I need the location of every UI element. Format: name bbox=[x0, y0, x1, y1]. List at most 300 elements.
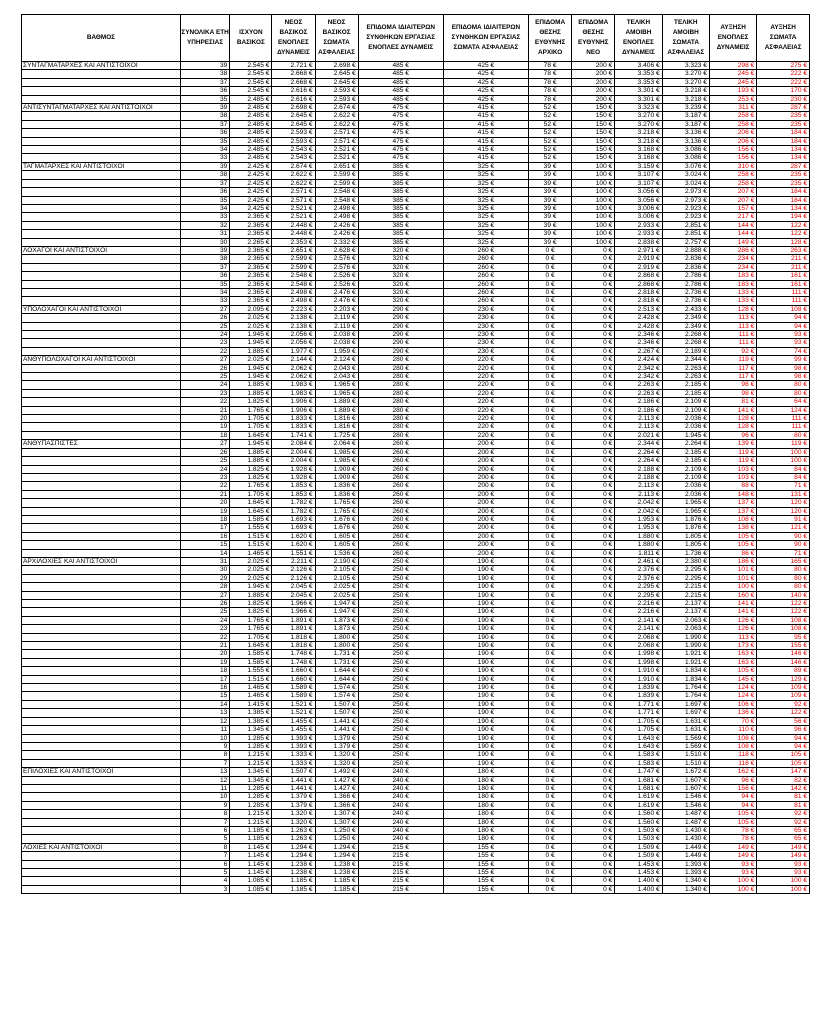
rank-cell bbox=[22, 549, 181, 557]
new-basic-sf-cell: 2.426 € bbox=[315, 230, 358, 238]
years-cell: 39 bbox=[180, 104, 229, 112]
header-new-basic-security-forces: ΝΕΟΣ ΒΑΣΙΚΟΣ ΣΩΜΑΤΑ ΑΣΦΑΛΕΙΑΣ bbox=[315, 15, 358, 62]
resp-new-cell: 150 € bbox=[572, 129, 615, 137]
years-cell: 16 bbox=[180, 532, 229, 540]
resp-initial-cell: 0 € bbox=[529, 473, 572, 481]
final-af-cell: 2.344 € bbox=[615, 440, 662, 448]
rank-cell bbox=[22, 364, 181, 372]
resp-new-cell: 0 € bbox=[572, 532, 615, 540]
new-basic-af-cell: 2.622 € bbox=[272, 179, 315, 187]
resp-initial-cell: 0 € bbox=[529, 364, 572, 372]
rank-cell bbox=[22, 95, 181, 103]
resp-initial-cell: 0 € bbox=[529, 667, 572, 675]
table-row bbox=[22, 734, 810, 742]
new-basic-sf-cell: 2.593 € bbox=[315, 95, 358, 103]
rank-cell bbox=[22, 373, 181, 381]
increase-af-cell: 101 € bbox=[709, 574, 756, 582]
table-row bbox=[22, 104, 810, 112]
final-sf-cell: 2.923 € bbox=[662, 204, 709, 212]
special-sf-cell: 190 € bbox=[443, 591, 528, 599]
resp-new-cell: 0 € bbox=[572, 625, 615, 633]
new-basic-sf-cell: 1.644 € bbox=[315, 675, 358, 683]
increase-af-cell: 105 € bbox=[709, 818, 756, 826]
current-basic-cell: 2.425 € bbox=[230, 171, 272, 179]
increase-af-cell: 258 € bbox=[709, 112, 756, 120]
years-cell: 29 bbox=[180, 574, 229, 582]
resp-new-cell: 0 € bbox=[572, 726, 615, 734]
special-af-cell: 485 € bbox=[358, 70, 443, 78]
resp-new-cell: 0 € bbox=[572, 616, 615, 624]
special-af-cell: 250 € bbox=[358, 600, 443, 608]
final-af-cell: 1.400 € bbox=[615, 877, 662, 885]
table-row bbox=[22, 389, 810, 397]
special-sf-cell: 220 € bbox=[443, 423, 528, 431]
increase-af-cell: 94 € bbox=[709, 801, 756, 809]
years-cell: 8 bbox=[180, 751, 229, 759]
new-basic-sf-cell: 1.873 € bbox=[315, 625, 358, 633]
increase-sf-cell: 184 € bbox=[757, 137, 810, 145]
resp-new-cell: 0 € bbox=[572, 347, 615, 355]
special-sf-cell: 180 € bbox=[443, 835, 528, 843]
resp-new-cell: 0 € bbox=[572, 507, 615, 515]
table-row bbox=[22, 532, 810, 540]
years-cell: 24 bbox=[180, 616, 229, 624]
table-row bbox=[22, 280, 810, 288]
new-basic-sf-cell: 1.765 € bbox=[315, 507, 358, 515]
increase-af-cell: 207 € bbox=[709, 188, 756, 196]
years-cell: 33 bbox=[180, 154, 229, 162]
header-new-basic-armed-forces: ΝΕΟΣ ΒΑΣΙΚΟΣ ΕΝΟΠΛΕΣ ΔΥΝΑΜΕΙΣ bbox=[272, 15, 315, 62]
new-basic-af-cell: 1.928 € bbox=[272, 473, 315, 481]
table-row bbox=[22, 843, 810, 851]
increase-sf-cell: 92 € bbox=[757, 810, 810, 818]
new-basic-af-cell: 2.616 € bbox=[272, 87, 315, 95]
years-cell: 17 bbox=[180, 675, 229, 683]
table-row bbox=[22, 188, 810, 196]
increase-af-cell: 217 € bbox=[709, 213, 756, 221]
new-basic-sf-cell: 2.064 € bbox=[315, 440, 358, 448]
resp-new-cell: 0 € bbox=[572, 246, 615, 254]
years-cell: 13 bbox=[180, 709, 229, 717]
increase-af-cell: 148 € bbox=[709, 490, 756, 498]
resp-initial-cell: 0 € bbox=[529, 541, 572, 549]
special-sf-cell: 180 € bbox=[443, 776, 528, 784]
final-af-cell: 2.113 € bbox=[615, 423, 662, 431]
special-af-cell: 250 € bbox=[358, 557, 443, 565]
special-sf-cell: 190 € bbox=[443, 625, 528, 633]
increase-sf-cell: 131 € bbox=[757, 490, 810, 498]
resp-new-cell: 0 € bbox=[572, 633, 615, 641]
special-sf-cell: 190 € bbox=[443, 557, 528, 565]
header-increase-security-forces: ΑΥΞΗΣΗ ΣΩΜΑΤΑ ΑΣΦΑΛΕΙΑΣ bbox=[757, 15, 810, 62]
resp-new-cell: 100 € bbox=[572, 162, 615, 170]
resp-initial-cell: 0 € bbox=[529, 574, 572, 582]
special-sf-cell: 200 € bbox=[443, 448, 528, 456]
current-basic-cell: 1.215 € bbox=[230, 759, 272, 767]
new-basic-af-cell: 1.782 € bbox=[272, 507, 315, 515]
resp-new-cell: 0 € bbox=[572, 684, 615, 692]
rank-cell bbox=[22, 826, 181, 834]
final-af-cell: 1.747 € bbox=[615, 768, 662, 776]
final-af-cell: 2.818 € bbox=[615, 297, 662, 305]
special-af-cell: 250 € bbox=[358, 700, 443, 708]
final-af-cell: 2.188 € bbox=[615, 465, 662, 473]
increase-sf-cell: 184 € bbox=[757, 129, 810, 137]
special-af-cell: 280 € bbox=[358, 364, 443, 372]
resp-new-cell: 0 € bbox=[572, 406, 615, 414]
years-cell: 26 bbox=[180, 314, 229, 322]
final-sf-cell: 1.965 € bbox=[662, 507, 709, 515]
table-row bbox=[22, 415, 810, 423]
current-basic-cell: 1.145 € bbox=[230, 852, 272, 860]
years-cell: 30 bbox=[180, 566, 229, 574]
years-cell: 22 bbox=[180, 347, 229, 355]
final-af-cell: 1.771 € bbox=[615, 709, 662, 717]
special-sf-cell: 190 € bbox=[443, 574, 528, 582]
table-row bbox=[22, 784, 810, 792]
special-sf-cell: 260 € bbox=[443, 272, 528, 280]
final-sf-cell: 1.990 € bbox=[662, 633, 709, 641]
rank-label: ΑΡΧΙΛΟΧΙΕΣ ΚΑΙ ΑΝΤΙΣΤΟΙΧΟΙ bbox=[22, 557, 181, 565]
increase-sf-cell: 111 € bbox=[757, 423, 810, 431]
new-basic-sf-cell: 1.965 € bbox=[315, 389, 358, 397]
special-sf-cell: 325 € bbox=[443, 213, 528, 221]
special-sf-cell: 220 € bbox=[443, 398, 528, 406]
new-basic-af-cell: 1.660 € bbox=[272, 667, 315, 675]
table-body bbox=[22, 62, 810, 894]
table-row bbox=[22, 810, 810, 818]
special-sf-cell: 325 € bbox=[443, 238, 528, 246]
rank-cell bbox=[22, 87, 181, 95]
current-basic-cell: 2.095 € bbox=[230, 305, 272, 313]
years-cell: 34 bbox=[180, 146, 229, 154]
new-basic-sf-cell: 1.185 € bbox=[315, 885, 358, 893]
years-cell: 4 bbox=[180, 877, 229, 885]
increase-sf-cell: 147 € bbox=[757, 768, 810, 776]
current-basic-cell: 1.285 € bbox=[230, 793, 272, 801]
table-row bbox=[22, 137, 810, 145]
new-basic-af-cell: 2.645 € bbox=[272, 120, 315, 128]
resp-new-cell: 0 € bbox=[572, 499, 615, 507]
resp-initial-cell: 0 € bbox=[529, 700, 572, 708]
increase-af-cell: 149 € bbox=[709, 238, 756, 246]
resp-new-cell: 0 € bbox=[572, 465, 615, 473]
resp-new-cell: 100 € bbox=[572, 179, 615, 187]
new-basic-sf-cell: 1.816 € bbox=[315, 423, 358, 431]
rank-cell bbox=[22, 667, 181, 675]
resp-new-cell: 0 € bbox=[572, 415, 615, 423]
final-af-cell: 2.264 € bbox=[615, 448, 662, 456]
new-basic-sf-cell: 2.038 € bbox=[315, 339, 358, 347]
resp-initial-cell: 0 € bbox=[529, 852, 572, 860]
years-cell: 17 bbox=[180, 524, 229, 532]
increase-af-cell: 117 € bbox=[709, 373, 756, 381]
increase-af-cell: 286 € bbox=[709, 246, 756, 254]
increase-sf-cell: 211 € bbox=[757, 263, 810, 271]
rank-cell bbox=[22, 129, 181, 137]
resp-new-cell: 0 € bbox=[572, 322, 615, 330]
current-basic-cell: 2.485 € bbox=[230, 146, 272, 154]
final-af-cell: 2.818 € bbox=[615, 288, 662, 296]
resp-new-cell: 0 € bbox=[572, 440, 615, 448]
increase-af-cell: 141 € bbox=[709, 600, 756, 608]
resp-new-cell: 0 € bbox=[572, 356, 615, 364]
new-basic-af-cell: 1.379 € bbox=[272, 801, 315, 809]
rank-cell bbox=[22, 280, 181, 288]
final-af-cell: 1.910 € bbox=[615, 667, 662, 675]
new-basic-af-cell: 1.818 € bbox=[272, 633, 315, 641]
resp-initial-cell: 0 € bbox=[529, 591, 572, 599]
new-basic-sf-cell: 1.605 € bbox=[315, 532, 358, 540]
new-basic-sf-cell: 1.836 € bbox=[315, 482, 358, 490]
current-basic-cell: 1.705 € bbox=[230, 415, 272, 423]
rank-cell bbox=[22, 835, 181, 843]
table-row bbox=[22, 129, 810, 137]
rank-cell bbox=[22, 154, 181, 162]
new-basic-sf-cell: 2.651 € bbox=[315, 162, 358, 170]
increase-af-cell: 105 € bbox=[709, 810, 756, 818]
current-basic-cell: 1.705 € bbox=[230, 490, 272, 498]
rank-cell bbox=[22, 423, 181, 431]
new-basic-sf-cell: 1.947 € bbox=[315, 600, 358, 608]
resp-new-cell: 0 € bbox=[572, 263, 615, 271]
special-af-cell: 385 € bbox=[358, 196, 443, 204]
resp-initial-cell: 39 € bbox=[529, 230, 572, 238]
current-basic-cell: 2.365 € bbox=[230, 288, 272, 296]
final-af-cell: 3.218 € bbox=[615, 137, 662, 145]
rank-cell bbox=[22, 692, 181, 700]
increase-sf-cell: 134 € bbox=[757, 154, 810, 162]
new-basic-af-cell: 2.571 € bbox=[272, 196, 315, 204]
special-af-cell: 385 € bbox=[358, 179, 443, 187]
final-sf-cell: 3.086 € bbox=[662, 154, 709, 162]
final-sf-cell: 2.137 € bbox=[662, 600, 709, 608]
increase-af-cell: 149 € bbox=[709, 852, 756, 860]
increase-sf-cell: 100 € bbox=[757, 877, 810, 885]
table-row bbox=[22, 196, 810, 204]
special-sf-cell: 325 € bbox=[443, 230, 528, 238]
current-basic-cell: 1.385 € bbox=[230, 717, 272, 725]
increase-af-cell: 144 € bbox=[709, 230, 756, 238]
rank-cell bbox=[22, 742, 181, 750]
final-af-cell: 1.880 € bbox=[615, 532, 662, 540]
new-basic-sf-cell: 2.622 € bbox=[315, 112, 358, 120]
resp-new-cell: 0 € bbox=[572, 314, 615, 322]
new-basic-sf-cell: 1.889 € bbox=[315, 398, 358, 406]
current-basic-cell: 1.585 € bbox=[230, 515, 272, 523]
resp-initial-cell: 0 € bbox=[529, 339, 572, 347]
years-cell: 37 bbox=[180, 78, 229, 86]
final-sf-cell: 2.295 € bbox=[662, 566, 709, 574]
resp-initial-cell: 0 € bbox=[529, 650, 572, 658]
resp-new-cell: 0 € bbox=[572, 524, 615, 532]
rank-cell bbox=[22, 633, 181, 641]
table-row bbox=[22, 692, 810, 700]
new-basic-af-cell: 2.721 € bbox=[272, 62, 315, 70]
special-af-cell: 320 € bbox=[358, 263, 443, 271]
new-basic-af-cell: 2.045 € bbox=[272, 591, 315, 599]
new-basic-af-cell: 1.620 € bbox=[272, 532, 315, 540]
years-cell: 23 bbox=[180, 473, 229, 481]
table-row bbox=[22, 490, 810, 498]
resp-new-cell: 0 € bbox=[572, 423, 615, 431]
increase-sf-cell: 74 € bbox=[757, 347, 810, 355]
new-basic-sf-cell: 1.816 € bbox=[315, 415, 358, 423]
resp-new-cell: 200 € bbox=[572, 95, 615, 103]
years-cell: 35 bbox=[180, 137, 229, 145]
increase-sf-cell: 98 € bbox=[757, 373, 810, 381]
years-cell: 26 bbox=[180, 448, 229, 456]
resp-initial-cell: 52 € bbox=[529, 120, 572, 128]
increase-af-cell: 144 € bbox=[709, 221, 756, 229]
special-af-cell: 280 € bbox=[358, 381, 443, 389]
table-row bbox=[22, 221, 810, 229]
rank-label: ΑΝΘΥΠΟΛΟΧΑΓΟΙ ΚΑΙ ΑΝΤΙΣΤΟΙΧΟΙ bbox=[22, 356, 181, 364]
current-basic-cell: 1.465 € bbox=[230, 684, 272, 692]
resp-initial-cell: 0 € bbox=[529, 415, 572, 423]
resp-initial-cell: 0 € bbox=[529, 843, 572, 851]
rank-cell bbox=[22, 524, 181, 532]
increase-af-cell: 253 € bbox=[709, 95, 756, 103]
new-basic-af-cell: 1.507 € bbox=[272, 768, 315, 776]
header-years: ΣΥΝΟΛΙΚΑ ΕΤΗ ΥΠΗΡΕΣΙΑΣ bbox=[180, 15, 229, 62]
increase-sf-cell: 222 € bbox=[757, 78, 810, 86]
increase-sf-cell: 140 € bbox=[757, 591, 810, 599]
new-basic-sf-cell: 2.190 € bbox=[315, 557, 358, 565]
increase-af-cell: 149 € bbox=[709, 843, 756, 851]
current-basic-cell: 1.285 € bbox=[230, 784, 272, 792]
special-sf-cell: 190 € bbox=[443, 726, 528, 734]
rank-cell bbox=[22, 700, 181, 708]
new-basic-af-cell: 1.906 € bbox=[272, 406, 315, 414]
final-sf-cell: 3.024 € bbox=[662, 171, 709, 179]
years-cell: 36 bbox=[180, 272, 229, 280]
resp-initial-cell: 0 € bbox=[529, 246, 572, 254]
final-af-cell: 2.186 € bbox=[615, 398, 662, 406]
rank-cell bbox=[22, 709, 181, 717]
new-basic-sf-cell: 1.800 € bbox=[315, 633, 358, 641]
years-cell: 37 bbox=[180, 179, 229, 187]
table-row bbox=[22, 583, 810, 591]
years-cell: 24 bbox=[180, 465, 229, 473]
header-rank: ΒΑΘΜΟΣ bbox=[22, 15, 181, 62]
table-row bbox=[22, 398, 810, 406]
increase-sf-cell: 91 € bbox=[757, 515, 810, 523]
table-row bbox=[22, 423, 810, 431]
years-cell: 14 bbox=[180, 549, 229, 557]
special-af-cell: 280 € bbox=[358, 373, 443, 381]
final-af-cell: 1.453 € bbox=[615, 860, 662, 868]
final-sf-cell: 2.295 € bbox=[662, 574, 709, 582]
resp-new-cell: 0 € bbox=[572, 448, 615, 456]
final-sf-cell: 2.888 € bbox=[662, 246, 709, 254]
special-sf-cell: 230 € bbox=[443, 322, 528, 330]
special-af-cell: 240 € bbox=[358, 835, 443, 843]
final-af-cell: 2.428 € bbox=[615, 314, 662, 322]
increase-af-cell: 105 € bbox=[709, 541, 756, 549]
increase-sf-cell: 111 € bbox=[757, 297, 810, 305]
final-af-cell: 2.141 € bbox=[615, 625, 662, 633]
special-af-cell: 260 € bbox=[358, 482, 443, 490]
special-sf-cell: 190 € bbox=[443, 658, 528, 666]
final-af-cell: 1.953 € bbox=[615, 524, 662, 532]
resp-new-cell: 0 € bbox=[572, 583, 615, 591]
final-sf-cell: 2.786 € bbox=[662, 272, 709, 280]
table-row bbox=[22, 608, 810, 616]
resp-new-cell: 0 € bbox=[572, 717, 615, 725]
increase-af-cell: 133 € bbox=[709, 288, 756, 296]
years-cell: 19 bbox=[180, 658, 229, 666]
resp-new-cell: 0 € bbox=[572, 650, 615, 658]
table-row bbox=[22, 440, 810, 448]
new-basic-sf-cell: 2.645 € bbox=[315, 70, 358, 78]
increase-af-cell: 141 € bbox=[709, 608, 756, 616]
increase-sf-cell: 111 € bbox=[757, 288, 810, 296]
final-af-cell: 3.107 € bbox=[615, 171, 662, 179]
increase-sf-cell: 128 € bbox=[757, 238, 810, 246]
new-basic-af-cell: 1.263 € bbox=[272, 835, 315, 843]
resp-initial-cell: 0 € bbox=[529, 751, 572, 759]
increase-af-cell: 162 € bbox=[709, 768, 756, 776]
table-row bbox=[22, 381, 810, 389]
final-sf-cell: 1.340 € bbox=[662, 877, 709, 885]
rank-label: ΑΝΘΥΠΑΣΠΙΣΤΕΣ bbox=[22, 440, 181, 448]
special-sf-cell: 190 € bbox=[443, 742, 528, 750]
final-sf-cell: 2.215 € bbox=[662, 591, 709, 599]
final-af-cell: 2.376 € bbox=[615, 574, 662, 582]
new-basic-sf-cell: 1.507 € bbox=[315, 709, 358, 717]
rank-cell bbox=[22, 751, 181, 759]
increase-sf-cell: 89 € bbox=[757, 667, 810, 675]
special-af-cell: 250 € bbox=[358, 726, 443, 734]
increase-af-cell: 86 € bbox=[709, 549, 756, 557]
rank-cell bbox=[22, 566, 181, 574]
increase-af-cell: 103 € bbox=[709, 473, 756, 481]
special-af-cell: 250 € bbox=[358, 616, 443, 624]
years-cell: 31 bbox=[180, 557, 229, 565]
final-af-cell: 3.159 € bbox=[615, 162, 662, 170]
increase-sf-cell: 94 € bbox=[757, 742, 810, 750]
new-basic-af-cell: 2.138 € bbox=[272, 322, 315, 330]
current-basic-cell: 1.285 € bbox=[230, 742, 272, 750]
current-basic-cell: 1.945 € bbox=[230, 331, 272, 339]
increase-af-cell: 119 € bbox=[709, 356, 756, 364]
resp-new-cell: 0 € bbox=[572, 557, 615, 565]
table-row bbox=[22, 759, 810, 767]
new-basic-sf-cell: 2.548 € bbox=[315, 196, 358, 204]
increase-sf-cell: 94 € bbox=[757, 314, 810, 322]
final-sf-cell: 1.965 € bbox=[662, 499, 709, 507]
new-basic-sf-cell: 2.498 € bbox=[315, 204, 358, 212]
years-cell: 15 bbox=[180, 692, 229, 700]
final-sf-cell: 2.109 € bbox=[662, 398, 709, 406]
increase-af-cell: 141 € bbox=[709, 406, 756, 414]
final-af-cell: 2.113 € bbox=[615, 490, 662, 498]
special-af-cell: 240 € bbox=[358, 793, 443, 801]
special-sf-cell: 200 € bbox=[443, 507, 528, 515]
increase-af-cell: 70 € bbox=[709, 717, 756, 725]
current-basic-cell: 1.645 € bbox=[230, 431, 272, 439]
increase-sf-cell: 93 € bbox=[757, 339, 810, 347]
years-cell: 12 bbox=[180, 717, 229, 725]
final-sf-cell: 3.086 € bbox=[662, 146, 709, 154]
new-basic-af-cell: 1.333 € bbox=[272, 751, 315, 759]
special-sf-cell: 155 € bbox=[443, 885, 528, 893]
increase-sf-cell: 124 € bbox=[757, 406, 810, 414]
resp-initial-cell: 0 € bbox=[529, 885, 572, 893]
new-basic-af-cell: 2.645 € bbox=[272, 112, 315, 120]
resp-new-cell: 0 € bbox=[572, 801, 615, 809]
